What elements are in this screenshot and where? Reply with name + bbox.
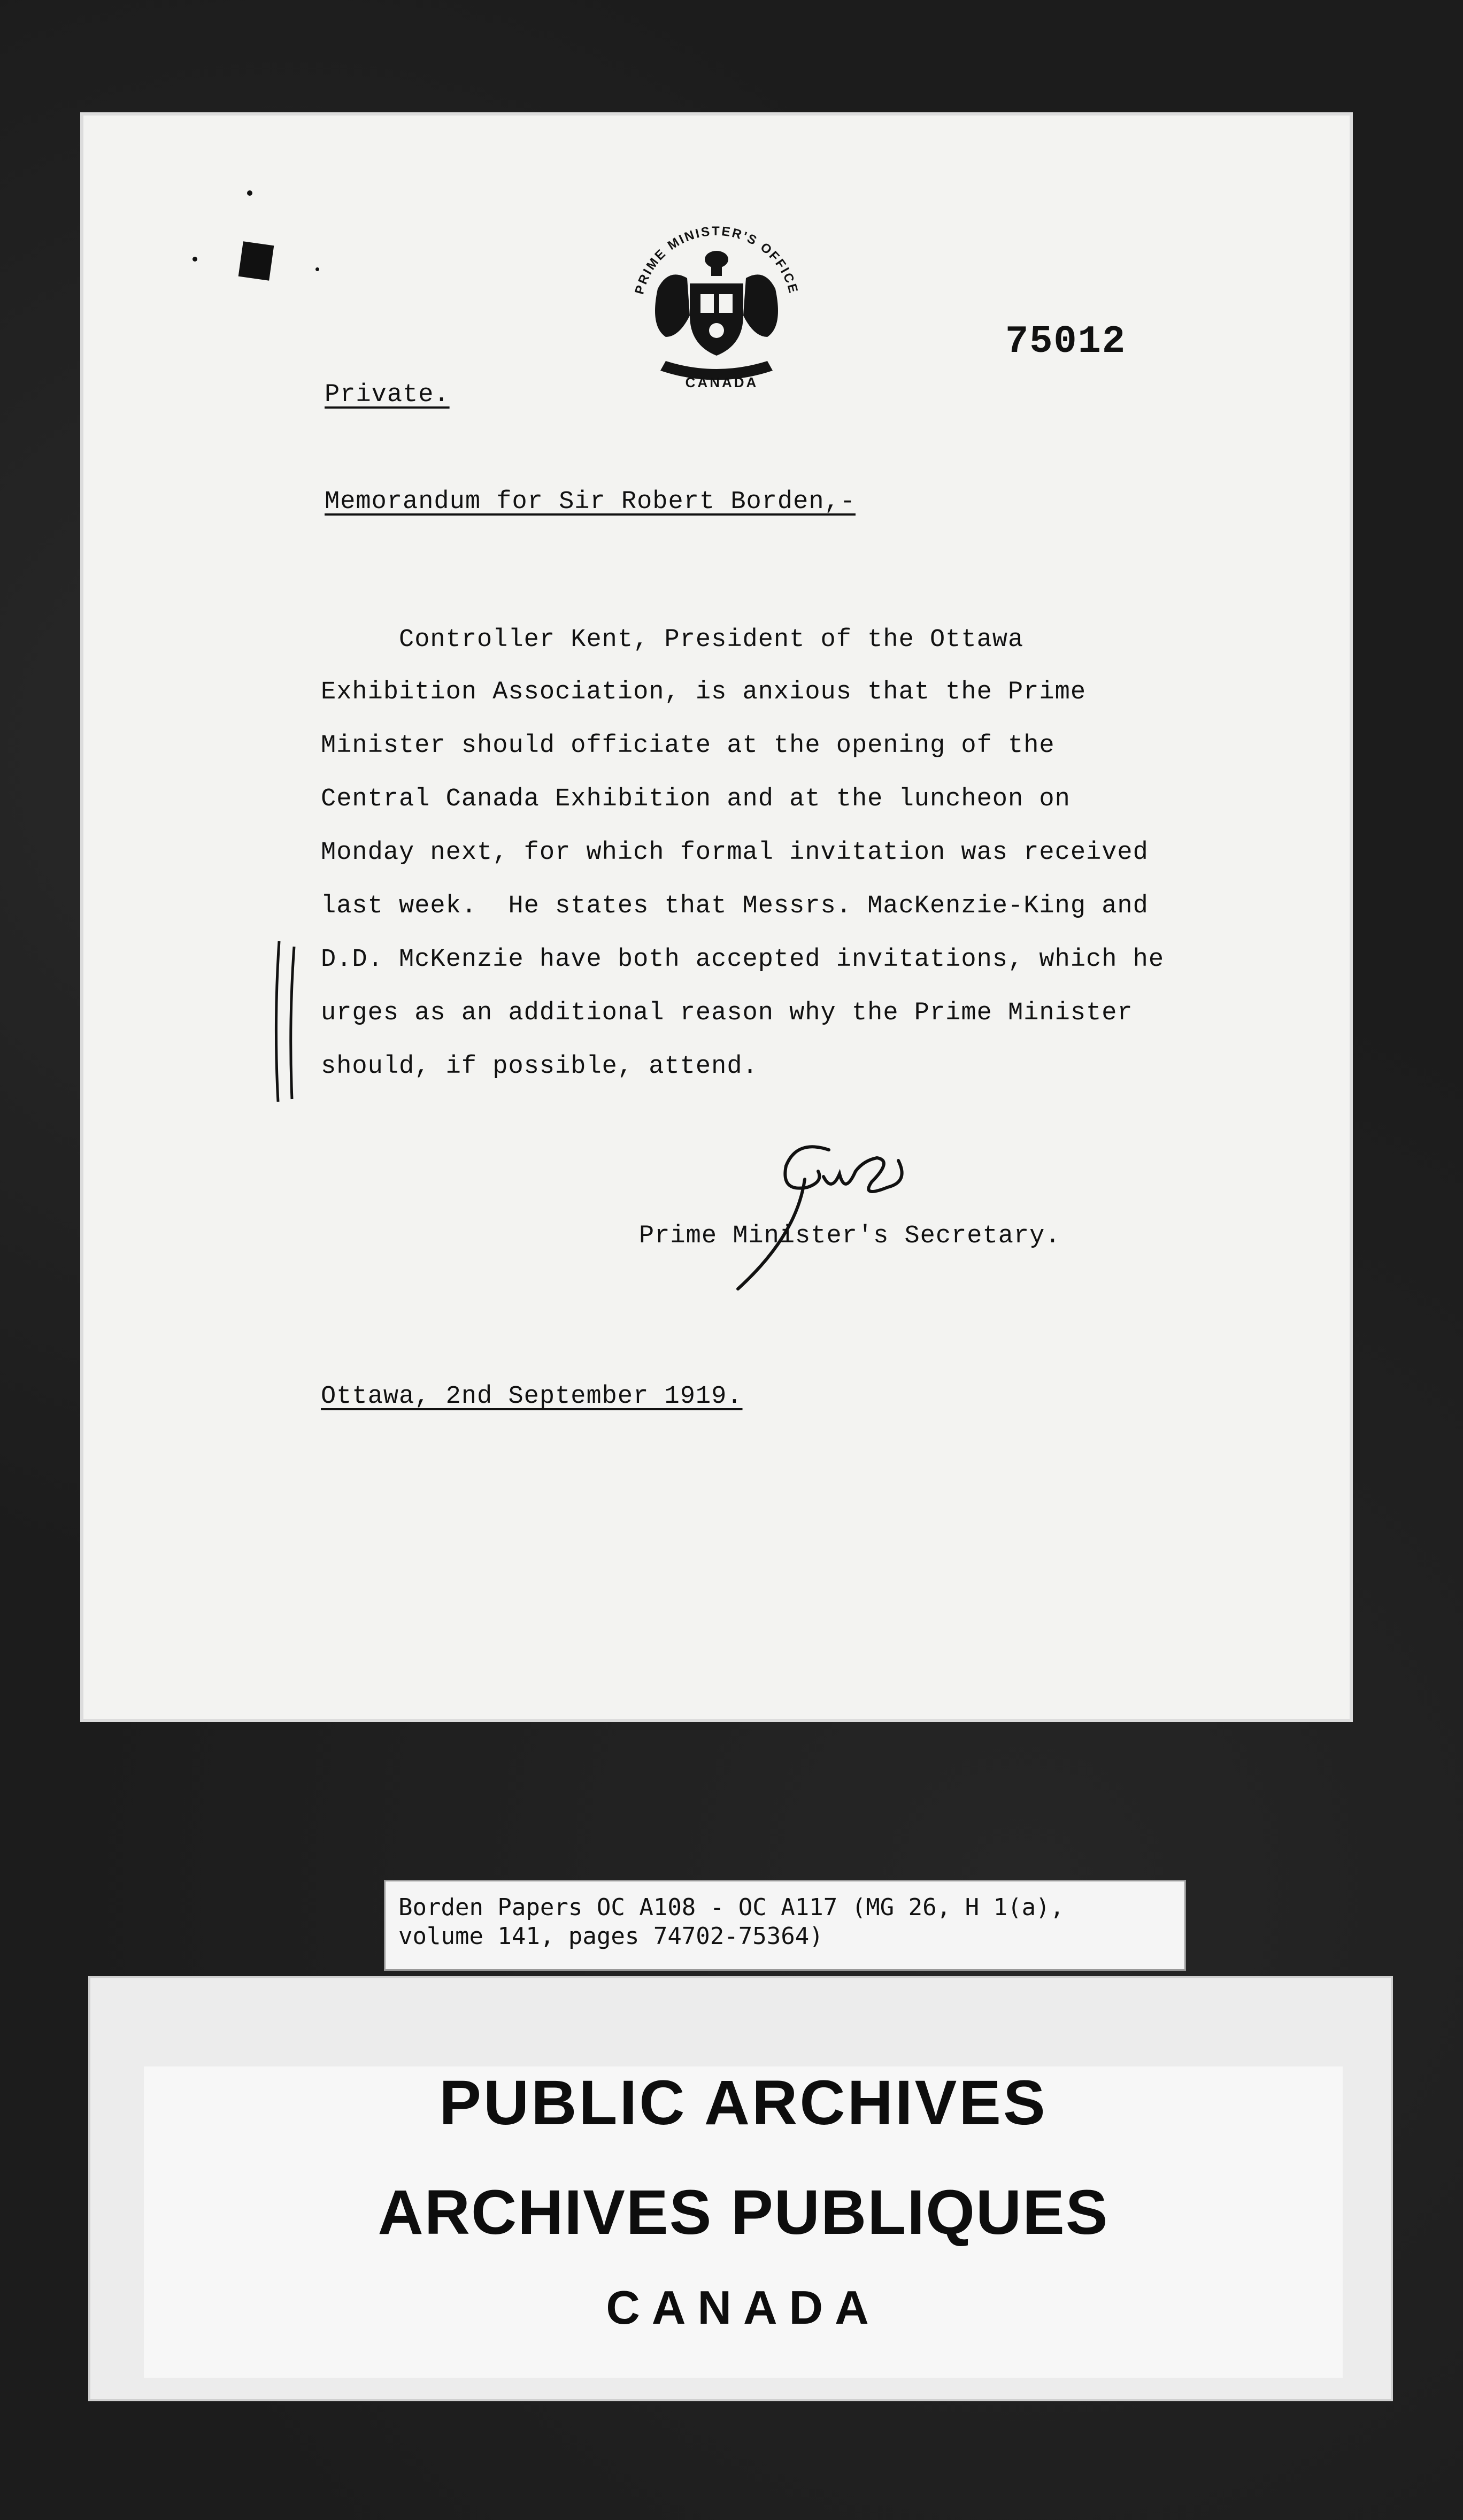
place-date: Ottawa, 2nd September 1919. — [321, 1382, 743, 1411]
archive-line-french: ARCHIVES PUBLIQUES — [378, 2177, 1109, 2248]
body-line: Controller Kent, President of the Ottawa — [321, 626, 1024, 654]
ink-blot — [238, 241, 274, 280]
body-line: Exhibition Association, is anxious that the Prime — [321, 678, 1087, 706]
signature-title: Prime Minister's Secretary. — [639, 1222, 1061, 1250]
body-line: D.D. McKenzie have both accepted invitations, which he — [321, 946, 1165, 974]
catalog-line: Borden Papers OC A108 - OC A117 (MG 26, H 1(a), — [398, 1894, 1065, 1921]
memo-heading: Memorandum for Sir Robert Borden,- — [325, 488, 856, 516]
archive-card-panel — [144, 2066, 1343, 2378]
archive-card — [88, 1976, 1393, 2401]
ink-dot — [247, 190, 252, 196]
margin-pencil-mark-icon — [267, 941, 305, 1102]
ink-dot — [192, 257, 197, 262]
catalog-line: volume 141, pages 74702-75364) — [398, 1923, 823, 1950]
classification-label: Private. — [325, 381, 450, 409]
body-line: Monday next, for which formal invitation was received — [321, 839, 1149, 867]
archive-line-english: PUBLIC ARCHIVES — [439, 2068, 1048, 2138]
body-line: should, if possible, attend. — [321, 1052, 758, 1081]
svg-text:PRIME MINISTER'S OFFICE: PRIME MINISTER'S OFFICE — [632, 224, 801, 296]
document-number: 75012 — [1005, 320, 1127, 364]
catalog-label — [384, 1880, 1186, 1971]
body-line: last week. He states that Messrs. MacKenzie-King and — [321, 892, 1149, 920]
ink-dot — [315, 267, 319, 271]
archive-line-country: CANADA — [606, 2281, 881, 2334]
body-line: Central Canada Exhibition and at the luncheon on — [321, 785, 1071, 813]
body-line: urges as an additional reason why the Prime Minister — [321, 999, 1133, 1027]
body-line: Minister should officiate at the opening of the — [321, 732, 1055, 760]
seal-caption: CANADA — [685, 374, 759, 390]
handwritten-signature-icon — [717, 1128, 952, 1294]
